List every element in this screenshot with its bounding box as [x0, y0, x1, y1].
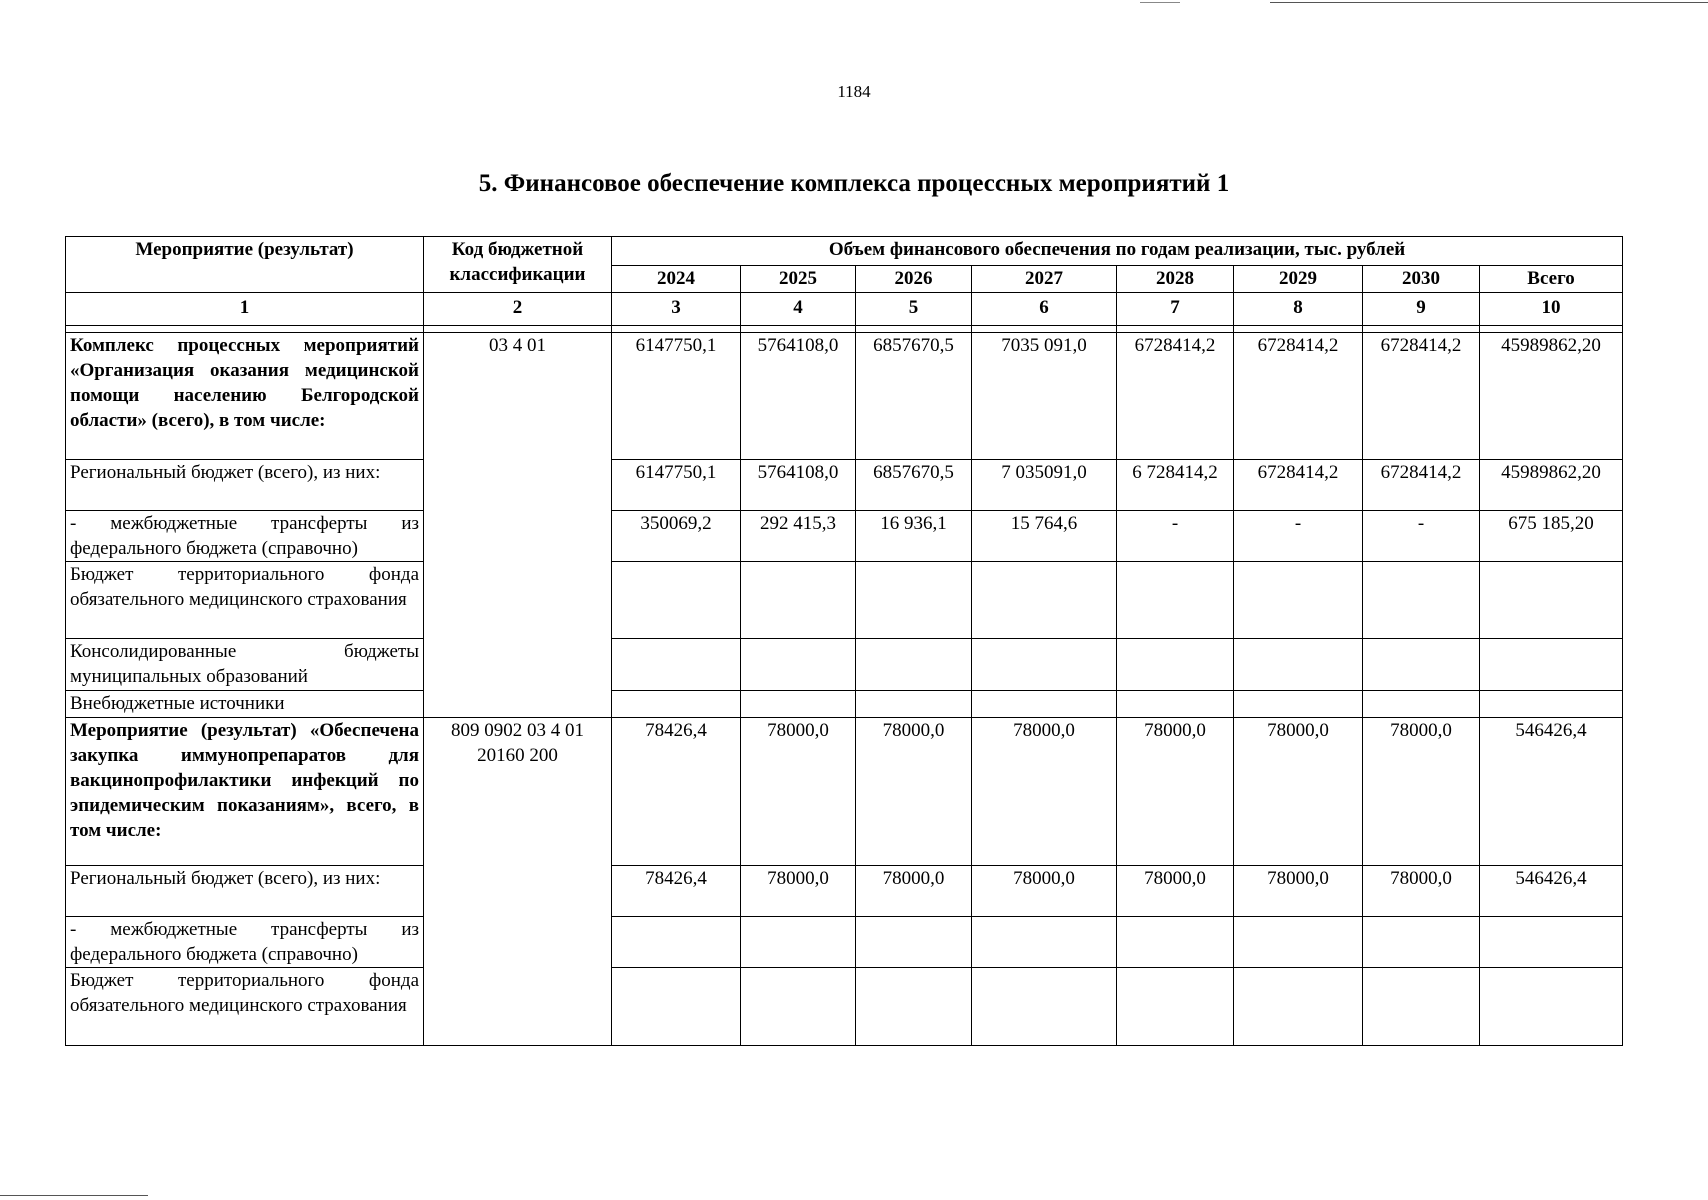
year-value: 78000,0 — [856, 866, 972, 917]
year-value: 6728414,2 — [1234, 460, 1363, 511]
table-row — [66, 511, 1623, 562]
year-value — [856, 639, 972, 691]
year-value — [1363, 562, 1480, 639]
year-value: 15 764,6 — [972, 511, 1117, 562]
year-value: 5764108,0 — [741, 460, 856, 511]
header-code: Код бюджетной классификации — [424, 237, 612, 293]
year-value: 78000,0 — [1117, 718, 1234, 866]
header-year: 2028 — [1117, 266, 1234, 293]
year-value — [1234, 917, 1363, 968]
table-row — [66, 917, 1623, 968]
row-name: Мероприятие (результат) «Обеспечена закупка иммунопрепаратов для вакцинопрофилактики инфекций по эпидемическим показаниям», всего, в том числе: — [66, 718, 424, 866]
year-value: 78426,4 — [612, 718, 741, 866]
year-value — [612, 917, 741, 968]
year-value: 78000,0 — [1234, 718, 1363, 866]
table-row — [66, 639, 1623, 691]
total-value — [1480, 917, 1623, 968]
row-name: - межбюджетные трансферты из федерального бюджета (справочно) — [66, 511, 424, 562]
scan-artifact-line — [1270, 2, 1708, 3]
year-value: 7 035091,0 — [972, 460, 1117, 511]
header-year: 2030 — [1363, 266, 1480, 293]
row-name: Региональный бюджет (всего), из них: — [66, 866, 424, 917]
year-value — [972, 639, 1117, 691]
table-row — [66, 333, 1623, 460]
year-value: 78000,0 — [1117, 866, 1234, 917]
header-year: 2029 — [1234, 266, 1363, 293]
table-row — [66, 460, 1623, 511]
header-year: 2025 — [741, 266, 856, 293]
year-value — [1363, 917, 1480, 968]
total-value: 546426,4 — [1480, 866, 1623, 917]
year-value — [1117, 639, 1234, 691]
table-row — [66, 968, 1623, 1046]
year-value: 78000,0 — [741, 866, 856, 917]
year-value: 6857670,5 — [856, 460, 972, 511]
year-value — [741, 639, 856, 691]
column-number: 6 — [972, 293, 1117, 326]
year-value — [741, 691, 856, 718]
row-name: Бюджет территориального фонда обязательного медицинского страхования — [66, 562, 424, 639]
year-value: 7035 091,0 — [972, 333, 1117, 460]
year-value — [1234, 691, 1363, 718]
budget-code: 03 4 01 — [424, 333, 612, 718]
year-value — [856, 691, 972, 718]
year-value — [1117, 968, 1234, 1046]
year-value — [612, 691, 741, 718]
scan-artifact-line — [1140, 2, 1180, 3]
row-name: Консолидированные бюджеты муниципальных образований — [66, 639, 424, 691]
row-name: Внебюджетные источники — [66, 691, 424, 718]
column-number: 7 — [1117, 293, 1234, 326]
column-number: 1 — [66, 293, 424, 326]
header-year: 2024 — [612, 266, 741, 293]
year-value — [972, 968, 1117, 1046]
year-value: 6728414,2 — [1363, 460, 1480, 511]
year-value — [972, 691, 1117, 718]
header-total: Всего — [1480, 266, 1623, 293]
year-value: 292 415,3 — [741, 511, 856, 562]
year-value — [1117, 562, 1234, 639]
document-title: 5. Финансовое обеспечение комплекса процессных мероприятий 1 — [478, 170, 1230, 197]
year-value: 78000,0 — [741, 718, 856, 866]
year-value: 78000,0 — [856, 718, 972, 866]
year-value — [972, 562, 1117, 639]
column-number: 9 — [1363, 293, 1480, 326]
total-value — [1480, 968, 1623, 1046]
table-body — [66, 333, 1623, 1046]
year-value — [856, 562, 972, 639]
year-value: 78000,0 — [1234, 866, 1363, 917]
year-value: 78000,0 — [972, 866, 1117, 917]
year-value — [1363, 639, 1480, 691]
column-number: 2 — [424, 293, 612, 326]
year-value — [1363, 691, 1480, 718]
year-value — [612, 562, 741, 639]
budget-code: 809 0902 03 4 01 20160 200 — [424, 718, 612, 1046]
header-year: 2026 — [856, 266, 972, 293]
row-name: Региональный бюджет (всего), из них: — [66, 460, 424, 511]
year-value: - — [1234, 511, 1363, 562]
year-value: 5764108,0 — [741, 333, 856, 460]
column-number: 4 — [741, 293, 856, 326]
scan-artifact-line — [0, 1195, 148, 1196]
year-value: 6147750,1 — [612, 333, 741, 460]
financing-table — [65, 236, 1623, 1046]
total-value: 546426,4 — [1480, 718, 1623, 866]
year-value: 78000,0 — [1363, 866, 1480, 917]
row-name: - межбюджетные трансферты из федерального бюджета (справочно) — [66, 917, 424, 968]
year-value: 6147750,1 — [612, 460, 741, 511]
header-volume: Объем финансового обеспечения по годам реализации, тыс. рублей — [612, 237, 1623, 266]
year-value: 78426,4 — [612, 866, 741, 917]
year-value: 78000,0 — [972, 718, 1117, 866]
year-value — [612, 639, 741, 691]
year-value — [1234, 968, 1363, 1046]
total-value — [1480, 639, 1623, 691]
total-value: 675 185,20 — [1480, 511, 1623, 562]
year-value: 6857670,5 — [856, 333, 972, 460]
year-value — [1363, 968, 1480, 1046]
year-value: - — [1363, 511, 1480, 562]
table-row — [66, 562, 1623, 639]
row-name: Бюджет территориального фонда обязательного медицинского страхования — [66, 968, 424, 1046]
year-value — [1234, 639, 1363, 691]
table-row — [66, 691, 1623, 718]
column-number: 8 — [1234, 293, 1363, 326]
year-value — [1234, 562, 1363, 639]
year-value — [741, 917, 856, 968]
year-value: 350069,2 — [612, 511, 741, 562]
year-value: 6728414,2 — [1117, 333, 1234, 460]
year-value — [1117, 691, 1234, 718]
year-value: 6 728414,2 — [1117, 460, 1234, 511]
total-value — [1480, 691, 1623, 718]
year-value — [856, 968, 972, 1046]
year-value — [741, 968, 856, 1046]
year-value — [741, 562, 856, 639]
header-event: Мероприятие (результат) — [66, 237, 424, 293]
year-value: 6728414,2 — [1363, 333, 1480, 460]
year-value — [856, 917, 972, 968]
page-number: 1184 — [837, 82, 871, 101]
column-number: 5 — [856, 293, 972, 326]
total-value: 45989862,20 — [1480, 333, 1623, 460]
column-number: 3 — [612, 293, 741, 326]
header-year: 2027 — [972, 266, 1117, 293]
year-value: 6728414,2 — [1234, 333, 1363, 460]
table-row — [66, 866, 1623, 917]
total-value — [1480, 562, 1623, 639]
row-name: Комплекс процессных мероприятий «Организация оказания медицинской помощи населению Белгородской области» (всего), в том числе: — [66, 333, 424, 460]
year-value: 16 936,1 — [856, 511, 972, 562]
total-value: 45989862,20 — [1480, 460, 1623, 511]
table-row — [66, 718, 1623, 866]
column-number: 10 — [1480, 293, 1623, 326]
year-value: 78000,0 — [1363, 718, 1480, 866]
year-value — [1117, 917, 1234, 968]
year-value: - — [1117, 511, 1234, 562]
year-value — [972, 917, 1117, 968]
year-value — [612, 968, 741, 1046]
